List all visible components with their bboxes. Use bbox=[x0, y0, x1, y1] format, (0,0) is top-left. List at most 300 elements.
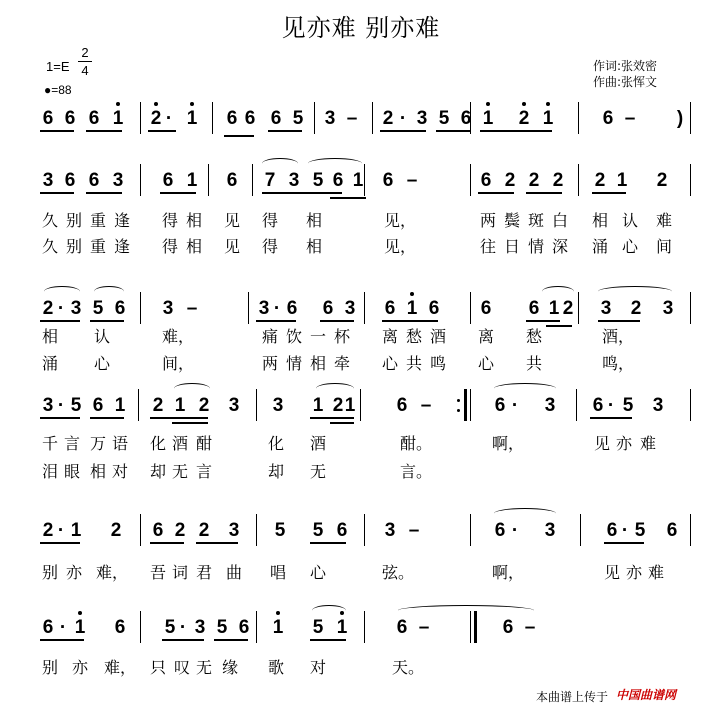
lyric-char: 难， bbox=[162, 327, 195, 346]
lyric-char: 难， bbox=[96, 563, 129, 582]
note: · bbox=[57, 395, 65, 416]
lyric-char: 相 bbox=[306, 237, 323, 256]
beam-line bbox=[590, 417, 632, 419]
note: 3 bbox=[194, 617, 206, 638]
lyric-char: 酒 bbox=[310, 434, 327, 453]
time-signature-top: 2 bbox=[81, 45, 89, 60]
beam-line bbox=[40, 130, 74, 132]
tie-arc bbox=[308, 158, 362, 169]
lyric-char: 杯 bbox=[334, 327, 351, 346]
lyric-char: 酒 bbox=[430, 327, 447, 346]
note: 2 bbox=[594, 170, 606, 191]
note: · bbox=[59, 617, 67, 638]
note: 5 bbox=[92, 298, 104, 319]
note: 6 bbox=[480, 170, 492, 191]
barline bbox=[470, 514, 471, 546]
site-logo: 中国曲谱网 bbox=[616, 688, 677, 702]
octave-dot bbox=[486, 102, 490, 106]
beam-line bbox=[380, 130, 426, 132]
barline bbox=[252, 164, 253, 196]
beam-line bbox=[436, 130, 470, 132]
lyric-char: 逢 bbox=[114, 237, 131, 256]
note: · bbox=[273, 298, 281, 319]
lyric-char: 认 bbox=[622, 211, 639, 230]
lyric-char: 只 bbox=[150, 658, 167, 677]
lyric-char: 得 bbox=[262, 237, 279, 256]
tie-arc bbox=[44, 286, 80, 297]
barline bbox=[140, 164, 141, 196]
note: 5 bbox=[216, 617, 228, 638]
note: 1 bbox=[186, 170, 198, 191]
lyric-char: 愁 bbox=[526, 327, 543, 346]
note: · bbox=[57, 520, 65, 541]
lyric-char: 叹 bbox=[174, 658, 191, 677]
note: 6 bbox=[42, 617, 54, 638]
lyric-char: 歌 bbox=[268, 658, 285, 677]
lyric-char: 千 bbox=[42, 434, 59, 453]
lyric-char: 对 bbox=[112, 462, 129, 481]
note: 2 bbox=[528, 170, 540, 191]
barline bbox=[256, 514, 257, 546]
lyric-char: 天。 bbox=[392, 658, 425, 677]
beam-line bbox=[604, 542, 644, 544]
note: 5 bbox=[312, 617, 324, 638]
lyric-char: 酣 bbox=[196, 434, 213, 453]
lyric-char: 鸣， bbox=[602, 354, 635, 373]
beam-line bbox=[320, 320, 354, 322]
lyric-char: 见， bbox=[384, 237, 417, 256]
beam-line bbox=[268, 130, 302, 132]
lyric-char: 化 bbox=[150, 434, 167, 453]
lyric-char: 久 bbox=[42, 237, 59, 256]
lyric-char: 心 bbox=[478, 354, 495, 373]
note: 1 bbox=[548, 298, 560, 319]
key-signature: 1=E bbox=[46, 59, 70, 74]
note: 3 bbox=[112, 170, 124, 191]
lyric-char: 却 bbox=[268, 462, 285, 481]
note: 3 bbox=[544, 395, 556, 416]
beam-line bbox=[40, 639, 84, 641]
tie-arc bbox=[262, 158, 298, 169]
note: 3 bbox=[416, 108, 428, 129]
barline bbox=[138, 389, 139, 421]
note: – bbox=[418, 617, 430, 638]
beam-line bbox=[310, 639, 346, 641]
note: 6 bbox=[528, 298, 540, 319]
lyric-char: 无 bbox=[310, 462, 327, 481]
barline bbox=[208, 164, 209, 196]
lyric-char: 白 bbox=[552, 211, 569, 230]
lyric-char: 泪 bbox=[42, 462, 59, 481]
tie-arc bbox=[174, 383, 210, 394]
composer-credit: 作曲:张恽文 bbox=[593, 75, 658, 89]
note: 6 bbox=[460, 108, 472, 129]
note: 6 bbox=[602, 108, 614, 129]
note: 6 bbox=[152, 520, 164, 541]
note: – bbox=[524, 617, 536, 638]
note: 6 bbox=[384, 298, 396, 319]
lyric-char: 相 bbox=[186, 237, 203, 256]
lyric-char: 往 bbox=[480, 237, 497, 256]
note: 2 bbox=[42, 298, 54, 319]
note: 2 bbox=[656, 170, 668, 191]
notation-system-2 bbox=[0, 170, 722, 210]
note: – bbox=[406, 170, 418, 191]
tie-arc bbox=[398, 605, 534, 616]
lyric-char: 对 bbox=[310, 658, 327, 677]
lyric-char: 共 bbox=[406, 354, 423, 373]
note: 6 bbox=[226, 108, 238, 129]
beam-line bbox=[526, 320, 560, 322]
note: · bbox=[399, 108, 407, 129]
lyric-char: 心 bbox=[622, 237, 639, 256]
notation-system-1 bbox=[0, 108, 722, 148]
barline bbox=[470, 164, 471, 196]
barline bbox=[470, 102, 471, 134]
note: 1 bbox=[480, 108, 496, 130]
beam-line bbox=[526, 192, 562, 194]
barline bbox=[364, 292, 365, 324]
time-signature-bottom: 4 bbox=[81, 63, 89, 78]
lyric-char: 亦 bbox=[66, 563, 83, 582]
barline bbox=[690, 389, 691, 421]
note: – bbox=[624, 108, 636, 129]
repeat-sign bbox=[464, 389, 472, 421]
lyric-char: 认 bbox=[94, 327, 111, 346]
note: 6 bbox=[88, 108, 100, 129]
beam-line bbox=[196, 542, 238, 544]
note: 6 bbox=[494, 520, 506, 541]
note: 3 bbox=[42, 395, 54, 416]
lyric-char: 别 bbox=[42, 658, 59, 677]
lyric-char: 得 bbox=[162, 237, 179, 256]
note: · bbox=[621, 520, 629, 541]
lyric-char: 亦 bbox=[626, 563, 643, 582]
notation-system-6 bbox=[0, 617, 722, 657]
lyric-char: 相 bbox=[90, 462, 107, 481]
barline bbox=[360, 389, 361, 421]
lyric-char: 别 bbox=[42, 563, 59, 582]
barline bbox=[580, 514, 581, 546]
beam-line bbox=[214, 639, 248, 641]
lyric-char: 重 bbox=[90, 237, 107, 256]
lyric-char: 亦 bbox=[616, 434, 633, 453]
lyric-char: 化 bbox=[268, 434, 285, 453]
time-signature bbox=[78, 46, 92, 77]
beam-line bbox=[310, 417, 354, 419]
lyric-char: 言 bbox=[196, 462, 213, 481]
note: 6 bbox=[286, 298, 298, 319]
octave-dot bbox=[546, 102, 550, 106]
note: 6 bbox=[606, 520, 618, 541]
lyric-char: 心 bbox=[382, 354, 399, 373]
note: 6 bbox=[88, 170, 100, 191]
note: 3 bbox=[70, 298, 82, 319]
beam-line bbox=[160, 192, 196, 194]
note: 5 bbox=[438, 108, 450, 129]
lyric-char: 间 bbox=[656, 237, 673, 256]
lyric-char: 逢 bbox=[114, 211, 131, 230]
beam-line bbox=[382, 320, 438, 322]
note: · bbox=[165, 108, 173, 129]
barline bbox=[576, 389, 577, 421]
lyric-char: 君 bbox=[196, 563, 213, 582]
note: 6 bbox=[64, 108, 76, 129]
note: 1 bbox=[352, 170, 364, 191]
lyric-line-5 bbox=[0, 431, 722, 451]
lyric-char: 鬓 bbox=[504, 211, 521, 230]
note: 1 bbox=[110, 108, 126, 130]
barline bbox=[140, 514, 141, 546]
lyric-char: 离 bbox=[478, 327, 495, 346]
note: 2 bbox=[42, 520, 54, 541]
tie-arc bbox=[542, 286, 574, 297]
note: 2 bbox=[332, 395, 344, 416]
lyric-char: 见 bbox=[224, 211, 241, 230]
barline bbox=[314, 102, 315, 134]
note: · bbox=[57, 298, 65, 319]
quarter-note-icon: ● bbox=[44, 83, 52, 97]
beam-line bbox=[224, 135, 254, 137]
lyric-char: 缘 bbox=[222, 658, 239, 677]
upload-note: 本曲谱上传于 bbox=[536, 690, 609, 704]
note: 6 bbox=[162, 170, 174, 191]
barline bbox=[470, 292, 471, 324]
lyric-char: 难 bbox=[656, 211, 673, 230]
note: 6 bbox=[382, 170, 394, 191]
lyric-char: 见 bbox=[224, 237, 241, 256]
tempo-value: =88 bbox=[51, 83, 72, 97]
note: 3 bbox=[344, 298, 356, 319]
tie-arc bbox=[94, 286, 124, 297]
octave-dot bbox=[190, 102, 194, 106]
note: 2 bbox=[516, 108, 532, 130]
note: – bbox=[408, 520, 420, 541]
lyric-char: 难 bbox=[648, 563, 665, 582]
note: · bbox=[179, 617, 187, 638]
note: 5 bbox=[312, 170, 324, 191]
note: 5 bbox=[274, 520, 286, 541]
note: 6 bbox=[502, 617, 514, 638]
note: 1 bbox=[334, 617, 350, 639]
beam-line bbox=[310, 542, 346, 544]
lyric-char: 酣。 bbox=[400, 434, 433, 453]
note: 6 bbox=[322, 298, 334, 319]
lyric-char: 重 bbox=[90, 211, 107, 230]
note: 3 bbox=[662, 298, 674, 319]
lyric-line-8 bbox=[0, 655, 722, 675]
beam-line bbox=[162, 639, 204, 641]
tie-arc bbox=[494, 383, 556, 394]
note: 7 bbox=[264, 170, 276, 191]
lyric-char: 共 bbox=[526, 354, 543, 373]
octave-dot bbox=[276, 611, 280, 615]
lyric-char: 曲 bbox=[226, 563, 243, 582]
note: ) bbox=[676, 108, 684, 129]
beam-line bbox=[148, 130, 176, 132]
barline bbox=[248, 292, 249, 324]
tie-arc bbox=[316, 383, 354, 394]
note: 3 bbox=[272, 395, 284, 416]
note: 6 bbox=[332, 170, 344, 191]
note: 1 bbox=[404, 298, 420, 320]
beam-line bbox=[86, 192, 122, 194]
lyric-char: 酒， bbox=[602, 327, 635, 346]
lyric-char: 得 bbox=[162, 211, 179, 230]
lyric-char: 相 bbox=[310, 354, 327, 373]
note: 6 bbox=[226, 170, 238, 191]
beam-line bbox=[478, 192, 514, 194]
lyric-char: 饮 bbox=[286, 327, 303, 346]
note: 1 bbox=[540, 108, 556, 130]
lyric-char: 啊， bbox=[492, 563, 525, 582]
note: 3 bbox=[384, 520, 396, 541]
lyric-char: 唱 bbox=[270, 563, 287, 582]
note: 1 bbox=[72, 617, 88, 639]
beam-line bbox=[40, 320, 80, 322]
barline bbox=[578, 102, 579, 134]
lyric-char: 日 bbox=[504, 237, 521, 256]
note: – bbox=[420, 395, 432, 416]
song-title: 见亦难 别亦难 bbox=[281, 14, 441, 42]
lyric-char: 难 bbox=[640, 434, 657, 453]
note: 2 bbox=[198, 520, 210, 541]
note: 2 bbox=[110, 520, 122, 541]
tie-arc bbox=[598, 286, 672, 297]
note: 1 bbox=[270, 617, 286, 639]
note: 1 bbox=[312, 395, 324, 416]
lyric-char: 间， bbox=[162, 354, 195, 373]
lyric-char: 见， bbox=[384, 211, 417, 230]
beam-line bbox=[90, 417, 124, 419]
note: 6 bbox=[114, 617, 126, 638]
note: 6 bbox=[244, 108, 256, 129]
note: 5 bbox=[312, 520, 324, 541]
note: 5 bbox=[634, 520, 646, 541]
note: 6 bbox=[114, 298, 126, 319]
note: 1 bbox=[174, 395, 186, 416]
note: 3 bbox=[288, 170, 300, 191]
barline bbox=[212, 102, 213, 134]
notation-system-5 bbox=[0, 520, 722, 560]
lyric-char: 深 bbox=[552, 237, 569, 256]
note: 6 bbox=[666, 520, 678, 541]
beam-line bbox=[90, 320, 124, 322]
note: 3 bbox=[652, 395, 664, 416]
note: 1 bbox=[114, 395, 126, 416]
lyric-char: 愁 bbox=[406, 327, 423, 346]
note: · bbox=[511, 520, 519, 541]
barline bbox=[690, 514, 691, 546]
note: 6 bbox=[238, 617, 250, 638]
lyric-char: 万 bbox=[90, 434, 107, 453]
lyric-char: 见 bbox=[604, 563, 621, 582]
note: 3 bbox=[162, 298, 174, 319]
note: 1 bbox=[70, 520, 82, 541]
note: 6 bbox=[428, 298, 440, 319]
lyric-line-1 bbox=[0, 208, 722, 228]
note: 1 bbox=[616, 170, 628, 191]
octave-dot bbox=[78, 611, 82, 615]
octave-dot bbox=[522, 102, 526, 106]
beam-line bbox=[86, 130, 122, 132]
note: 2 bbox=[552, 170, 564, 191]
barline bbox=[140, 292, 141, 324]
octave-dot bbox=[116, 102, 120, 106]
beam-line bbox=[262, 192, 342, 194]
lyric-char: 难， bbox=[104, 658, 137, 677]
lyric-char: 涌 bbox=[592, 237, 609, 256]
lyric-char: 久 bbox=[42, 211, 59, 230]
note: 3 bbox=[600, 298, 612, 319]
note: 6 bbox=[396, 395, 408, 416]
note: 1 bbox=[344, 395, 356, 416]
lyric-line-4 bbox=[0, 351, 722, 371]
beam-line bbox=[592, 192, 626, 194]
lyric-char: 无 bbox=[196, 658, 213, 677]
lyricist-credit: 作词:张效密 bbox=[593, 59, 658, 73]
note: 1 bbox=[184, 108, 200, 130]
beam-line bbox=[330, 197, 366, 199]
lyric-line-7 bbox=[0, 560, 722, 580]
tempo-marking bbox=[44, 83, 72, 97]
tie-arc bbox=[312, 605, 346, 616]
notation-system-4 bbox=[0, 395, 722, 435]
lyric-char: 两 bbox=[480, 211, 497, 230]
beam-line bbox=[172, 422, 208, 424]
note: 3 bbox=[544, 520, 556, 541]
lyric-char: 心 bbox=[310, 563, 327, 582]
lyric-char: 相 bbox=[306, 211, 323, 230]
note: 2 bbox=[562, 298, 574, 319]
note: 2 bbox=[382, 108, 394, 129]
beam-line bbox=[40, 417, 80, 419]
lyric-char: 得 bbox=[262, 211, 279, 230]
note: 2 bbox=[198, 395, 210, 416]
note: 3 bbox=[324, 108, 336, 129]
lyric-char: 牵 bbox=[334, 354, 351, 373]
lyric-char: 相 bbox=[42, 327, 59, 346]
barline bbox=[690, 292, 691, 324]
note: 3 bbox=[228, 395, 240, 416]
note: 2 bbox=[148, 108, 164, 130]
lyric-char: 却 bbox=[150, 462, 167, 481]
note: 6 bbox=[42, 108, 54, 129]
barline bbox=[578, 292, 579, 324]
barline bbox=[372, 102, 373, 134]
note: · bbox=[607, 395, 615, 416]
lyric-char: 一 bbox=[310, 327, 327, 346]
lyric-char: 涌 bbox=[42, 354, 59, 373]
barline bbox=[690, 164, 691, 196]
lyric-char: 无 bbox=[172, 462, 189, 481]
lyric-char: 离 bbox=[382, 327, 399, 346]
lyric-char: 别 bbox=[66, 211, 83, 230]
lyric-char: 弦。 bbox=[382, 563, 415, 582]
lyric-line-2 bbox=[0, 234, 722, 254]
note: 6 bbox=[494, 395, 506, 416]
note: 5 bbox=[622, 395, 634, 416]
note: 6 bbox=[92, 395, 104, 416]
octave-dot bbox=[410, 292, 414, 296]
note: 3 bbox=[228, 520, 240, 541]
beam-line bbox=[480, 130, 552, 132]
lyric-char: 吾 bbox=[150, 563, 167, 582]
lyric-char: 言。 bbox=[400, 462, 433, 481]
beam-line bbox=[150, 542, 184, 544]
lyric-char: 语 bbox=[112, 434, 129, 453]
barline bbox=[140, 611, 141, 643]
